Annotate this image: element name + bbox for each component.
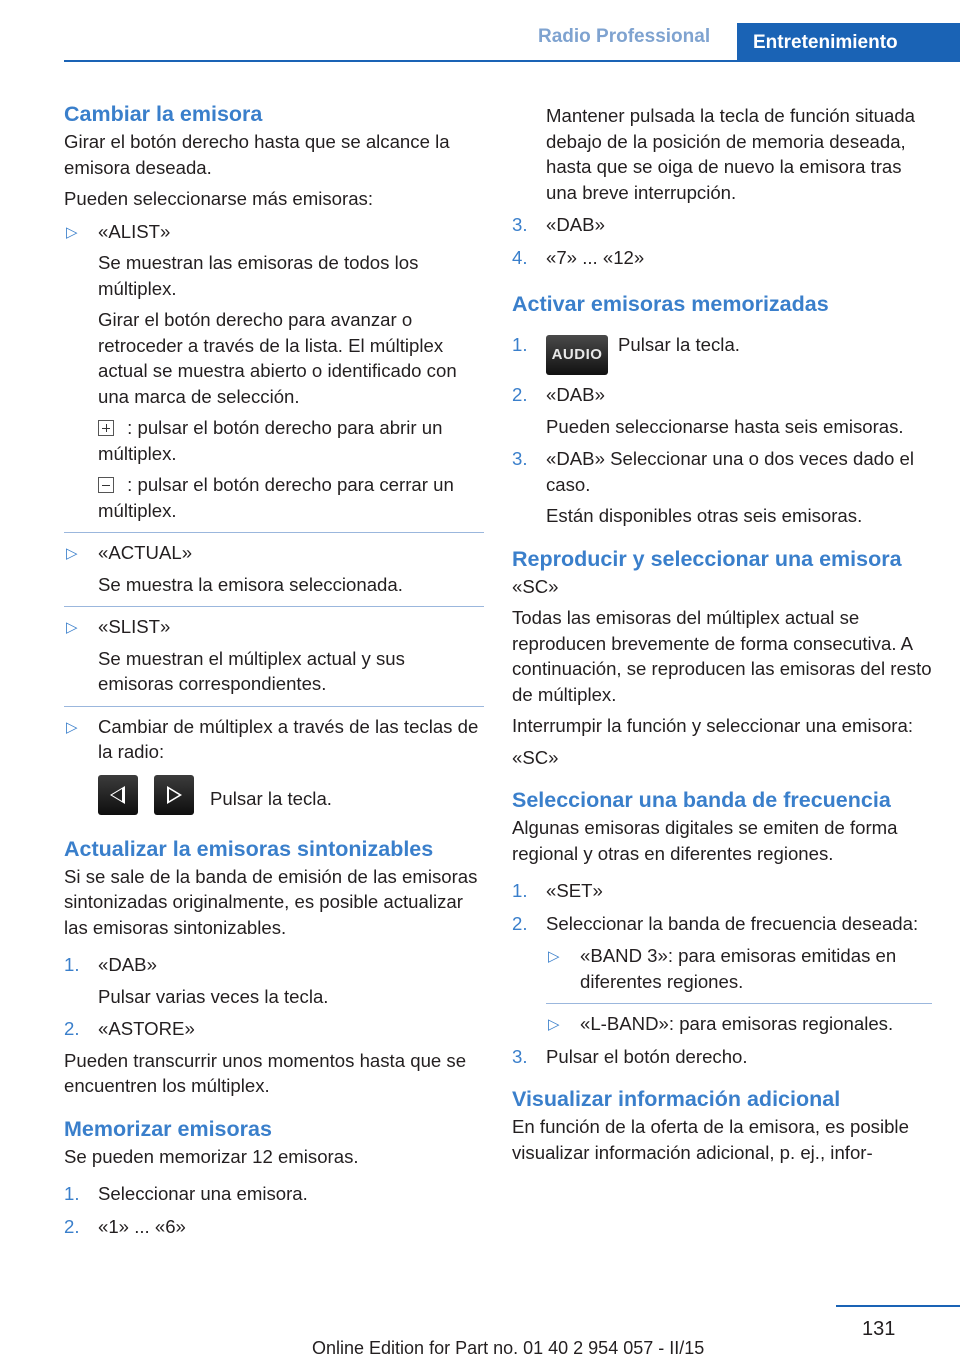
numbered-item-title: «7» ... «12» [546,246,645,268]
list-item-text: «BAND 3»: para emisoras emitidas en diferentes regiones. [580,945,897,992]
divider [546,1003,932,1004]
numbered-item-title: «ASTORE» [98,1018,195,1039]
numbered-item-title: «DAB» Seleccionar una o dos veces dado el caso. [546,448,914,495]
list-item [64,714,484,819]
list-item [64,219,484,524]
heading-visualizar: Visualizar información adicional [512,1087,841,1111]
numbered-item [512,446,932,529]
footer-edition: Online Edition for Part no. 01 40 2 954 057 - II/15 [312,1338,705,1358]
numbered-item-title: «1» ... «6» [98,1215,186,1237]
numbered-item-title [546,332,932,375]
divider [64,706,484,707]
page-header [0,0,960,62]
triangle-bullet-icon: ▷ [548,948,560,965]
numbered-item [512,245,932,271]
numbered-item [64,1214,484,1240]
paragraph: Se pueden memorizar 12 emisoras. [64,1145,359,1167]
header-section-tab[interactable]: Radio Professional [538,26,711,47]
paragraph: Algunas emisoras digitales se emiten de forma regional y otras en diferentes regiones. [512,817,898,864]
left-column [64,100,484,1239]
number-marker: 2. [512,384,528,405]
triangle-bullet-icon: ▷ [548,1016,560,1033]
numbered-item-title: «DAB» [546,214,605,235]
audio-button-icon: AUDIO [546,335,608,375]
list-item-text: Se muestra la emisora seleccionada. [98,573,403,595]
numbered-item-text: Mantener pulsada la tecla de función situada debajo de la posición de memoria deseada, hasta que se oiga de nuevo la emisora tras una breve interrupción. [546,105,916,203]
numbered-item [512,1044,932,1070]
list-item-title: «ACTUAL» [98,542,193,563]
numbered-item-title: «SET» [546,880,603,901]
paragraph: «SC» [512,746,559,768]
numbered-item [512,382,932,439]
numbered-item [512,911,932,1037]
list-item-text: Girar el botón derecho para avanzar o retroceder a través de la lista. El múltiplex actual se muestra abierto o identificado con una marca de selección. [98,309,457,407]
triangle-bullet-icon: ▷ [66,545,78,562]
page-number: 131 [862,1318,896,1340]
paragraph: Pueden seleccionarse más emisoras: [64,188,374,209]
number-marker: 2. [64,1018,80,1039]
numbered-item-continuation [512,103,932,205]
divider [64,606,484,607]
paragraph: Si se sale de la banda de emisión de las emisoras sintonizadas originalmente, es posible actualizar las emisoras sintonizables. [64,865,478,938]
paragraph: Girar el botón derecho hasta que se alcance la emisora deseada. [64,131,450,178]
number-marker: 3. [512,214,528,235]
numbered-item-text: Pulsar la tecla. [618,334,740,355]
numbered-item-title: Seleccionar la banda de frecuencia deseada: [546,912,919,934]
list-item [546,1011,932,1037]
numbered-item [512,878,932,904]
footer-rule [836,1305,960,1307]
list-item [64,540,484,597]
numbered-item [512,212,932,238]
list-item-text: Se muestran el múltiplex actual y sus emisoras correspondientes. [98,647,405,694]
numbered-item-text: Pulsar varias veces la tecla. [98,985,329,1007]
minus-box-icon [98,477,114,493]
list-item-title: «SLIST» [98,616,171,637]
number-marker: 1. [64,954,80,975]
heading-reproducir: Reproducir y seleccionar una emisora [512,546,902,571]
numbered-item [64,1181,484,1207]
divider [64,532,484,533]
number-marker: 1. [512,880,528,901]
number-marker: 4. [512,246,528,268]
triangle-bullet-icon: ▷ [66,223,78,241]
arrow-right-button-icon [154,775,194,815]
header-rule [64,60,960,62]
right-column [512,100,932,1165]
list-item-text: «L-BAND»: para emisoras regionales. [580,1013,894,1034]
header-chapter-tab[interactable]: Entretenimiento [737,23,960,61]
numbered-item-title: Seleccionar una emisora. [98,1183,308,1204]
paragraph: Todas las emisoras del múltiplex actual se reproducen brevemente de forma consecutiva. A continuación, se reproducen las emisoras del resto de múltiplex. [512,607,932,705]
paragraph: Pueden transcurrir unos momentos hasta que se encuentren los múltiplex. [64,1049,467,1096]
number-marker: 3. [512,1045,528,1067]
minus-note-text: : pulsar el botón derecho para cerrar un múltiplex. [98,474,454,521]
number-marker: 1. [64,1183,80,1204]
heading-cambiar-emisora: Cambiar la emisora [64,102,263,126]
numbered-item-title: «DAB» [98,954,157,975]
radio-buttons-row [98,775,484,819]
numbered-item [64,952,484,1009]
list-item [546,943,932,994]
numbered-item [64,1016,484,1042]
list-item-title: «ALIST» [98,220,171,242]
triangle-bullet-icon: ▷ [66,718,78,736]
list-item-text: Se muestran las emisoras de todos los múltiplex. [98,252,419,299]
plus-note [98,415,484,466]
paragraph: Interrumpir la función y seleccionar una emisora: [512,715,913,736]
arrow-left-button-icon [98,775,138,815]
list-item-title: Cambiar de múltiplex a través de las teclas de la radio: [98,715,479,762]
list-item-text: Pulsar la tecla. [210,787,332,809]
triangle-bullet-icon: ▷ [66,619,78,636]
heading-memorizar: Memorizar emisoras [64,1116,272,1141]
numbered-item-title: Pulsar el botón derecho. [546,1045,748,1067]
heading-banda: Seleccionar una banda de frecuencia [512,788,891,812]
paragraph: En función de la oferta de la emisora, es posible visualizar información adicional, p. ej., infor- [512,1116,909,1163]
number-marker: 2. [512,912,528,934]
list-item [64,614,484,697]
numbered-item-text: Pueden seleccionarse hasta seis emisoras. [546,415,904,437]
heading-activar: Activar emisoras memorizadas [512,292,829,316]
plus-box-icon [98,420,114,436]
number-marker: 2. [64,1215,80,1237]
number-marker: 1. [512,334,528,355]
plus-note-text: : pulsar el botón derecho para abrir un múltiplex. [98,417,443,464]
numbered-item-text: Están disponibles otras seis emisoras. [546,505,863,526]
numbered-item-title: «DAB» [546,384,605,405]
paragraph: «SC» [512,575,559,597]
number-marker: 3. [512,448,528,469]
minus-note [98,472,484,523]
heading-actualizar: Actualizar la emisoras sintonizables [64,836,434,861]
numbered-item [512,332,932,375]
